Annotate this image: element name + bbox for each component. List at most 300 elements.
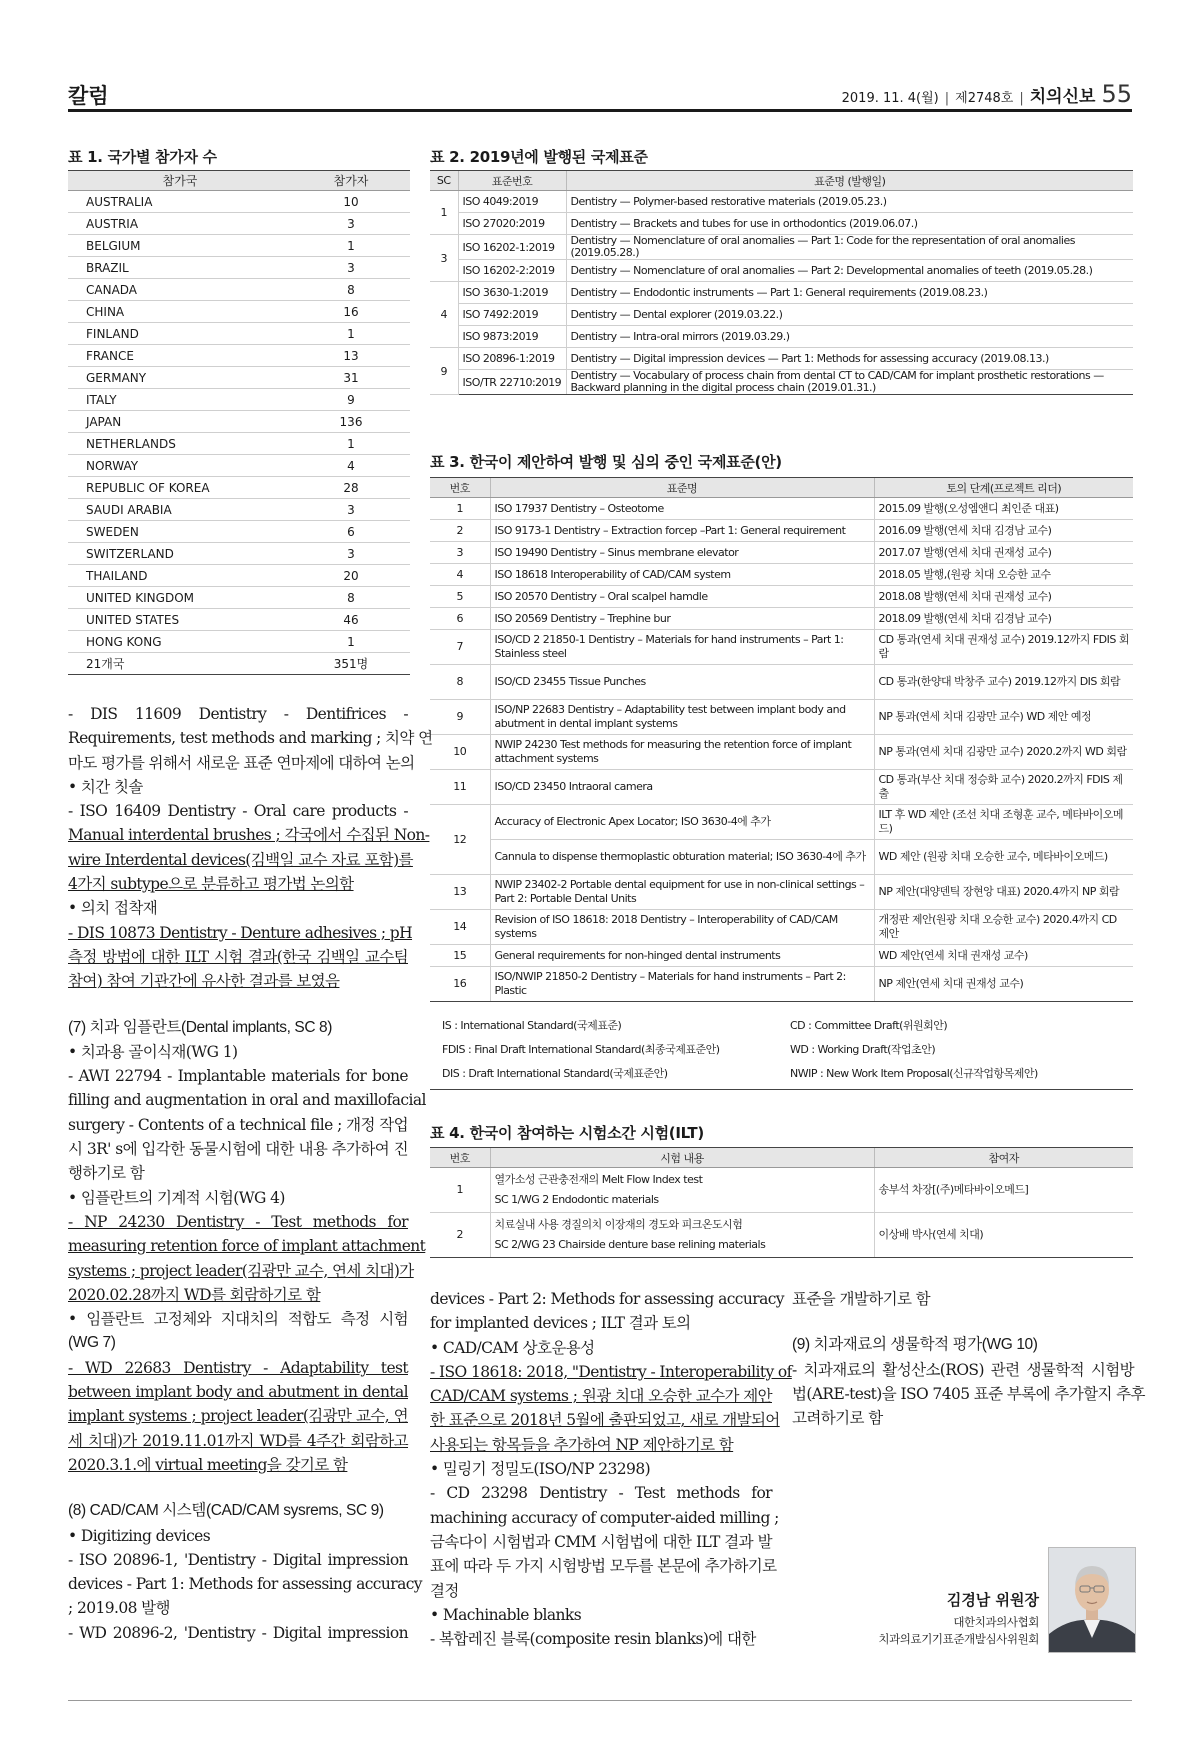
participant-count-cell: 20 [292, 565, 410, 587]
text-line-content: 행하기로 함 [68, 1164, 145, 1183]
newspaper-name: 치의신보 [1029, 87, 1096, 107]
table-row [68, 609, 410, 631]
table-row [430, 191, 1133, 213]
standard-name-cell: NWIP 23402-2 Portable dental equipment for use in non-clinical settings – Part 2: Portable Dental Units [490, 875, 874, 910]
discussion-stage-cell: 2015.09 발행(오성엠앤디 최인준 대표) [874, 498, 1133, 520]
text-line-content: machining accuracy of computer-aided milling ; [430, 1508, 779, 1527]
table-row [68, 367, 410, 389]
table-participants-by-country [68, 170, 410, 675]
row-number-cell: 8 [430, 665, 490, 700]
table-row [68, 389, 410, 411]
standard-number-cell: ISO/TR 22710:2019 [458, 370, 566, 395]
table-row [430, 542, 1133, 564]
country-cell: NETHERLANDS [68, 433, 292, 455]
table-row [430, 370, 1133, 395]
text-line [430, 1530, 772, 1554]
standard-name-cell: ISO/CD 23455 Tissue Punches [490, 665, 874, 700]
text-line [68, 1113, 408, 1137]
text-line [68, 823, 430, 847]
table-row [430, 304, 1133, 326]
standard-number-cell: ISO 3630-1:2019 [458, 282, 566, 304]
table-row [430, 1168, 1133, 1213]
participant-count-cell: 31 [292, 367, 410, 389]
text-line-content: Requirements, test methods and marking ; 치약 연 [68, 729, 433, 748]
text-line [68, 1259, 414, 1283]
text-line [430, 1336, 772, 1360]
text-line [68, 896, 408, 920]
row-number-cell: 15 [430, 945, 490, 967]
text-line-content: 금속다이 시험법과 CMM 시험법에 대한 ILT 결과 발 [430, 1532, 772, 1551]
text-line-content: 표에 따라 두 가지 시험방법 모두를 본문에 추가하기로 [430, 1557, 777, 1576]
text-line [68, 702, 408, 726]
table-row [68, 323, 410, 345]
text-line [68, 1186, 408, 1210]
standard-number-cell: ISO 20896-1:2019 [458, 348, 566, 370]
divider: | [1019, 91, 1024, 106]
discussion-stage-cell: WD 제안(연세 치대 권재성 교수) [874, 945, 1133, 967]
country-cell: CHINA [68, 301, 292, 323]
text-line-content: - DIS 10873 Dentistry - Denture adhesives ; pH [68, 923, 413, 942]
table-row [430, 348, 1133, 370]
text-line [68, 969, 408, 993]
text-line [68, 751, 415, 775]
table4-caption: 표 4. 한국이 참여하는 시험소간 시험(ILT) [430, 1124, 704, 1142]
row-number-cell: 16 [430, 967, 490, 1002]
row-number-cell: 7 [430, 630, 490, 665]
table-row [430, 875, 1133, 910]
legend-item: FDIS : Final Draft International Standard(최종국제표준안) [442, 1043, 720, 1056]
standard-title-cell: Dentistry — Nomenclature of oral anomalies — Part 1: Code for the representation of oral anomalies (2019.05.28.) [566, 235, 1133, 260]
discussion-stage-cell: 2018.09 발행(연세 치대 김경남 교수) [874, 608, 1133, 630]
table2-body [430, 191, 1133, 395]
column-header: 참가자 [292, 171, 410, 191]
table-row [430, 910, 1133, 945]
text-line [68, 1137, 408, 1161]
participant-count-cell: 4 [292, 455, 410, 477]
text-line [68, 1088, 426, 1112]
participant-cell: 송부석 차장[(주)메타바이오메드] [874, 1168, 1133, 1213]
standard-number-cell: ISO 27020:2019 [458, 213, 566, 235]
table-korea-proposed-standards [430, 477, 1133, 1002]
participant-count-cell: 136 [292, 411, 410, 433]
table-row [430, 213, 1133, 235]
standard-name-cell: General requirements for non-hinged dental instruments [490, 945, 874, 967]
discussion-stage-cell: CD 통과(한양대 박창주 교수) 2019.12까지 DIS 회람 [874, 665, 1133, 700]
participant-count-cell: 3 [292, 257, 410, 279]
country-cell: SWEDEN [68, 521, 292, 543]
table-row [430, 945, 1133, 967]
country-cell: NORWAY [68, 455, 292, 477]
table-published-standards-2019 [430, 170, 1133, 395]
text-line-content: - CD 23298 Dentistry - Test methods for [430, 1484, 772, 1503]
text-line [68, 1429, 408, 1453]
discussion-stage-cell: 2016.09 발행(연세 치대 김경남 교수) [874, 520, 1133, 542]
table-row [68, 565, 410, 587]
table1-caption: 표 1. 국가별 참가자 수 [68, 148, 217, 166]
discussion-stage-cell: 개정판 제안(원광 치대 오승한 교수) 2020.4까지 CD 제안 [874, 910, 1133, 945]
text-line [68, 1016, 408, 1040]
text-line [68, 1040, 408, 1064]
text-line [430, 1457, 772, 1481]
paragraph-spacer [68, 994, 408, 1016]
text-line-content: devices - Part 2: Methods for assessing accuracy [430, 1290, 784, 1308]
standard-title-cell: Dentistry — Polymer-based restorative materials (2019.05.23.) [566, 191, 1133, 213]
text-line-content: measuring retention force of implant attachment [68, 1237, 426, 1256]
participant-count-cell: 1 [292, 631, 410, 653]
text-line-content: for implanted devices ; ILT 결과 토의 [430, 1314, 691, 1333]
row-number-cell: 14 [430, 910, 490, 945]
text-line-content: • Digitizing devices [68, 1526, 211, 1545]
discussion-stage-cell: ILT 후 WD 제안 (조선 치대 조형훈 교수, 메타바이오메드) [874, 805, 1133, 840]
table-row [430, 608, 1133, 630]
text-line-content: - DIS 11609 Dentistry - Dentifrices - [68, 705, 408, 723]
table-row [430, 665, 1133, 700]
country-cell: THAILAND [68, 565, 292, 587]
text-line [68, 1453, 408, 1477]
abbreviation-legend [430, 1009, 1133, 1090]
text-line-content: • 의치 접착재 [68, 899, 158, 918]
divider: | [944, 91, 950, 106]
discussion-stage-cell: CD 통과(연세 치대 권재성 교수) 2019.12까지 FDIS 회람 [874, 630, 1133, 665]
text-line-content: between implant body and abutment in dental [68, 1383, 408, 1402]
table-row [430, 967, 1133, 1002]
participant-count-cell: 1 [292, 323, 410, 345]
table-row [430, 282, 1133, 304]
standard-title-cell: Dentistry — Nomenclature of oral anomalies — Part 2: Developmental anomalies of teeth (2019.05.28.) [566, 260, 1133, 282]
row-number-cell: 9 [430, 700, 490, 735]
text-line-content: - ISO 16409 Dentistry - Oral care products - [68, 802, 408, 821]
text-line [68, 775, 408, 799]
text-line-content: • CAD/CAM 상호운용성 [430, 1338, 595, 1357]
text-line-content: 2020.3.1.에 virtual meeting을 갖기로 함 [68, 1455, 348, 1474]
country-cell: FINLAND [68, 323, 292, 345]
country-cell: FRANCE [68, 345, 292, 367]
table3-body [430, 498, 1133, 1002]
participant-count-cell: 3 [292, 213, 410, 235]
table-row [430, 520, 1133, 542]
text-line [430, 1579, 772, 1603]
country-cell: AUSTRALIA [68, 191, 292, 213]
participant-count-cell: 8 [292, 587, 410, 609]
table-row [68, 301, 410, 323]
test-content-line: SC 1/WG 2 Endodontic materials [494, 1193, 659, 1206]
text-line-content: • 치과용 골이식재(WG 1) [68, 1042, 238, 1061]
table-row [68, 433, 410, 455]
text-line [68, 1064, 408, 1088]
text-line [68, 799, 408, 823]
text-line [68, 1596, 408, 1620]
text-line [68, 921, 413, 945]
row-number-cell: 3 [430, 542, 490, 564]
footer-rule [68, 1700, 1132, 1701]
table3-caption: 표 3. 한국이 제안하여 발행 및 심의 중인 국제표준(안) [430, 453, 782, 471]
author-portrait-image [1049, 1548, 1135, 1652]
row-number-cell: 2 [430, 1213, 490, 1258]
text-line [68, 726, 433, 750]
participant-count-cell: 3 [292, 499, 410, 521]
total-participant-cell: 351명 [292, 653, 410, 675]
discussion-stage-cell: CD 통과(부산 치대 정승화 교수) 2020.2까지 FDIS 제출 [874, 770, 1133, 805]
participant-count-cell: 46 [292, 609, 410, 631]
text-line-content: wire Interdental devices(김백일 교수 자료 포함)를 [68, 850, 413, 869]
table4-body [430, 1168, 1133, 1258]
country-cell: REPUBLIC OF KOREA [68, 477, 292, 499]
table-row [430, 564, 1133, 586]
column-header: 시험 내용 [490, 1148, 874, 1168]
text-line [68, 1283, 408, 1307]
text-line-content: • 임플란트의 기계적 시험(WG 4) [68, 1188, 285, 1207]
table-row [68, 191, 410, 213]
text-line [68, 1524, 408, 1548]
participant-count-cell: 9 [292, 389, 410, 411]
discussion-stage-cell: 2018.05 발행,(원광 치대 오승한 교수 [874, 564, 1133, 586]
text-line [68, 945, 408, 969]
table-row [68, 631, 410, 653]
standard-name-cell: ISO 18618 Interoperability of CAD/CAM system [490, 564, 874, 586]
row-number-cell: 1 [430, 1168, 490, 1213]
text-line-content: 4가지 subtype으로 분류하고 평가법 논의함 [68, 875, 354, 894]
text-line-content: 측정 방법에 대한 ILT 시험 결과(한국 김백일 교수팀 [68, 947, 408, 966]
standard-title-cell: Dentistry — Vocabulary of process chain from dental CT to CAD/CAM for implant prosthetic restorations — Backward planning in the digital process chain (2019.01.31.) [566, 370, 1133, 395]
paragraph-spacer [792, 1311, 1134, 1333]
body-column-2 [430, 1287, 792, 1651]
country-cell: HONG KONG [68, 631, 292, 653]
participant-count-cell: 1 [292, 433, 410, 455]
country-cell: JAPAN [68, 411, 292, 433]
standard-name-cell: ISO/CD 2 21850-1 Dentistry – Materials for hand instruments – Part 1: Stainless steel [490, 630, 874, 665]
table-row [430, 498, 1133, 520]
text-line-content: 2020.02.28까지 WD를 회람하기로 함 [68, 1285, 321, 1304]
text-line [68, 1356, 408, 1380]
text-line [430, 1627, 772, 1651]
text-line-content: surgery - Contents of a technical file ; 개정 작업 [68, 1115, 408, 1134]
text-line-content: • 밀링기 정밀도(ISO/NP 23298) [430, 1460, 651, 1479]
column-header: SC [430, 171, 458, 191]
table-row [68, 455, 410, 477]
standard-name-cell: ISO 9173-1 Dentistry – Extraction forcep –Part 1: General requirement [490, 520, 874, 542]
issue-date: 2019. 11. 4(월) [841, 91, 939, 106]
total-country-cell: 21개국 [68, 653, 292, 675]
text-line-content: • 치간 칫솔 [68, 777, 143, 796]
table-row [430, 260, 1133, 282]
table-row [430, 1213, 1133, 1258]
text-line-content: 고려하기로 함 [792, 1409, 883, 1428]
sc-cell: 3 [430, 235, 458, 282]
text-line [68, 1234, 426, 1258]
discussion-stage-cell: 2017.07 발행(연세 치대 권재성 교수) [874, 542, 1133, 564]
table-row [430, 840, 1133, 875]
text-line-content: 법(ARE-test)을 ISO 7405 표준 부록에 추가할지 추후 [792, 1384, 1145, 1403]
table-total-row [68, 653, 410, 675]
text-line [430, 1433, 772, 1457]
author-committee: 치과의료기기표준개발심사위원회 [878, 1632, 1039, 1646]
column-header: 표준명 [490, 478, 874, 498]
text-line-content: - NP 24230 Dentistry - Test methods for [68, 1212, 408, 1231]
country-cell: UNITED KINGDOM [68, 587, 292, 609]
country-cell: BRAZIL [68, 257, 292, 279]
table-row [430, 586, 1133, 608]
table-row [68, 477, 410, 499]
column-header: 토의 단계(프로젝트 리더) [874, 478, 1133, 498]
row-number-cell: 13 [430, 875, 490, 910]
standard-name-cell: ISO 20570 Dentistry – Oral scalpel hamdle [490, 586, 874, 608]
text-line-content: - WD 22683 Dentistry - Adaptability test [68, 1358, 408, 1377]
text-line [68, 1499, 408, 1523]
participant-count-cell: 28 [292, 477, 410, 499]
column-header: 참여자 [874, 1148, 1133, 1168]
standard-number-cell: ISO 9873:2019 [458, 326, 566, 348]
text-line-content: 결정 [430, 1581, 459, 1600]
text-line-content: 세 치대)가 2019.11.01까지 WD를 4주간 회람하고 [68, 1431, 408, 1450]
text-line-content: devices - Part 1: Methods for assessing accuracy [68, 1575, 422, 1594]
text-line-content: (8) CAD/CAM 시스템(CAD/CAM sysrems, SC 9) [68, 1502, 384, 1520]
row-number-cell: 11 [430, 770, 490, 805]
table-row [430, 805, 1133, 840]
text-line [430, 1554, 777, 1578]
standard-name-cell: ISO/NWIP 21850-2 Dentistry – Materials for hand instruments – Part 2: Plastic [490, 967, 874, 1002]
body-column-3 [792, 1287, 1145, 1430]
participant-count-cell: 16 [292, 301, 410, 323]
text-line-content: 표준을 개발하기로 함 [792, 1290, 931, 1308]
text-line-content: filling and augmentation in oral and maxillofacial [68, 1091, 426, 1110]
participant-count-cell: 1 [292, 235, 410, 257]
standard-name-cell: NWIP 24230 Test methods for measuring the retention force of implant attachment systems [490, 735, 874, 770]
text-line-content: - 복합레진 블록(composite resin blanks)에 대한 [430, 1630, 756, 1649]
test-content-cell [490, 1213, 874, 1258]
legend-item: IS : International Standard(국제표준) [442, 1019, 622, 1032]
standard-title-cell: Dentistry — Brackets and tubes for use in orthodontics (2019.06.07.) [566, 213, 1133, 235]
body-column-1 [68, 702, 433, 1645]
text-line-content: CAD/CAM systems ; 원광 치대 오승한 교수가 제안 [430, 1387, 772, 1406]
row-number-cell: 2 [430, 520, 490, 542]
standard-name-cell: Cannula to dispense thermoplastic obturation material; ISO 3630-4에 추가 [490, 840, 874, 875]
legend-item: DIS : Draft International Standard(국제표준안) [442, 1067, 668, 1080]
standard-title-cell: Dentistry — Dental explorer (2019.03.22.) [566, 304, 1133, 326]
text-line-content: (7) 치과 임플란트(Dental implants, SC 8) [68, 1018, 333, 1036]
text-line [68, 1161, 408, 1185]
table2-caption: 표 2. 2019년에 발행된 국제표준 [430, 148, 648, 166]
text-line [68, 1621, 408, 1645]
participant-count-cell: 3 [292, 543, 410, 565]
standard-title-cell: Dentistry — Intra-oral mirrors (2019.03.29.) [566, 326, 1133, 348]
text-line-content: • Machinable blanks [430, 1605, 582, 1624]
page-number: 55 [1101, 80, 1132, 108]
table-interlaboratory-tests [430, 1147, 1133, 1258]
text-line-content: Manual interdental brushes ; 각국에서 수집된 Non- [68, 826, 430, 845]
country-cell: CANADA [68, 279, 292, 301]
participant-count-cell: 8 [292, 279, 410, 301]
text-line [792, 1358, 1134, 1382]
country-cell: AUSTRIA [68, 213, 292, 235]
table-row [68, 587, 410, 609]
table-row [68, 411, 410, 433]
row-number-cell: 4 [430, 564, 490, 586]
table-row [430, 235, 1133, 260]
text-line [68, 1380, 408, 1404]
text-line [430, 1506, 779, 1530]
text-line-content: - ISO 18618: 2018, "Dentistry - Interoperability of [430, 1362, 792, 1381]
standard-number-cell: ISO 7492:2019 [458, 304, 566, 326]
text-line [68, 1210, 408, 1234]
row-number-cell: 10 [430, 735, 490, 770]
text-line-content: (WG 7) [68, 1334, 116, 1352]
text-line [430, 1311, 772, 1335]
text-line [68, 1307, 408, 1331]
country-cell: SAUDI ARABIA [68, 499, 292, 521]
standard-name-cell: Revision of ISO 18618: 2018 Dentistry – Interoperability of CAD/CAM systems [490, 910, 874, 945]
table-row [68, 499, 410, 521]
test-content-line: SC 2/WG 23 Chairside denture base relining materials [494, 1238, 766, 1251]
text-line-content: • 임플란트 고정체와 지대치의 적합도 측정 시험 [68, 1310, 408, 1329]
standard-title-cell: Dentistry — Digital impression devices — Part 1: Methods for assessing accuracy (2019.08.13.) [566, 348, 1133, 370]
text-line [68, 872, 408, 896]
discussion-stage-cell: WD 제안 (원광 치대 오승한 교수, 메타바이오메드) [874, 840, 1133, 875]
text-line-content: ; 2019.08 발행 [68, 1599, 170, 1618]
text-line-content: 사용되는 항목들을 추가하여 NP 제안하기로 함 [430, 1435, 734, 1454]
column-header: 표준번호 [458, 171, 566, 191]
standard-name-cell: ISO/NP 22683 Dentistry – Adaptability test between implant body and abutment in dental implant systems [490, 700, 874, 735]
table-row [430, 630, 1133, 665]
standard-number-cell: ISO 4049:2019 [458, 191, 566, 213]
standard-name-cell: Accuracy of Electronic Apex Locator; ISO 3630-4에 추가 [490, 805, 874, 840]
table-row [430, 770, 1133, 805]
row-number-cell: 5 [430, 586, 490, 608]
text-line-content: systems ; project leader(김광만 교수, 연세 치대)가 [68, 1261, 414, 1280]
table-row [68, 345, 410, 367]
sc-cell: 1 [430, 191, 458, 235]
discussion-stage-cell: NP 통과(연세 치대 김광만 교수) WD 제안 예정 [874, 700, 1133, 735]
sc-cell: 9 [430, 348, 458, 395]
table-row [68, 213, 410, 235]
text-line [430, 1360, 792, 1384]
table-row [68, 543, 410, 565]
table-row [68, 257, 410, 279]
discussion-stage-cell: NP 제안(연세 치대 권재성 교수) [874, 967, 1133, 1002]
text-line [792, 1333, 1134, 1357]
table-row [68, 279, 410, 301]
column-header: 표준명 (발행일) [566, 171, 1133, 191]
discussion-stage-cell: NP 통과(연세 치대 김광만 교수) 2020.2까지 WD 회람 [874, 735, 1133, 770]
table-row [68, 521, 410, 543]
author-photo [1048, 1547, 1136, 1653]
participant-count-cell: 10 [292, 191, 410, 213]
table-row [430, 700, 1133, 735]
standard-number-cell: ISO 16202-1:2019 [458, 235, 566, 260]
country-cell: ITALY [68, 389, 292, 411]
standard-name-cell: ISO 17937 Dentistry – Osteotome [490, 498, 874, 520]
standard-name-cell: ISO 20569 Dentistry – Trephine bur [490, 608, 874, 630]
column-header: 참가국 [68, 171, 292, 191]
participant-count-cell: 6 [292, 521, 410, 543]
legend-item: WD : Working Draft(작업초안) [790, 1043, 936, 1056]
text-line [430, 1384, 772, 1408]
test-content-cell [490, 1168, 874, 1213]
text-line [792, 1406, 1134, 1430]
author-name: 김경남 위원장 [946, 1591, 1039, 1609]
text-line-content: 시 3R' s에 입각한 동물시험에 대한 내용 추가하여 진 [68, 1140, 408, 1159]
table-row [430, 735, 1133, 770]
text-line-content: 마도 평가를 위해서 새로운 표준 연마제에 대하여 논의 [68, 753, 415, 772]
row-number-cell: 12 [430, 805, 490, 875]
table1-body [68, 191, 410, 675]
text-line-content: - AWI 22794 - Implantable materials for bone [68, 1067, 408, 1086]
sc-cell: 4 [430, 282, 458, 348]
standard-number-cell: ISO 16202-2:2019 [458, 260, 566, 282]
masthead [842, 80, 1132, 108]
header-rule [68, 109, 1132, 112]
participant-count-cell: 13 [292, 345, 410, 367]
text-line-content: - ISO 20896-1, 'Dentistry - Digital impression [68, 1550, 408, 1569]
